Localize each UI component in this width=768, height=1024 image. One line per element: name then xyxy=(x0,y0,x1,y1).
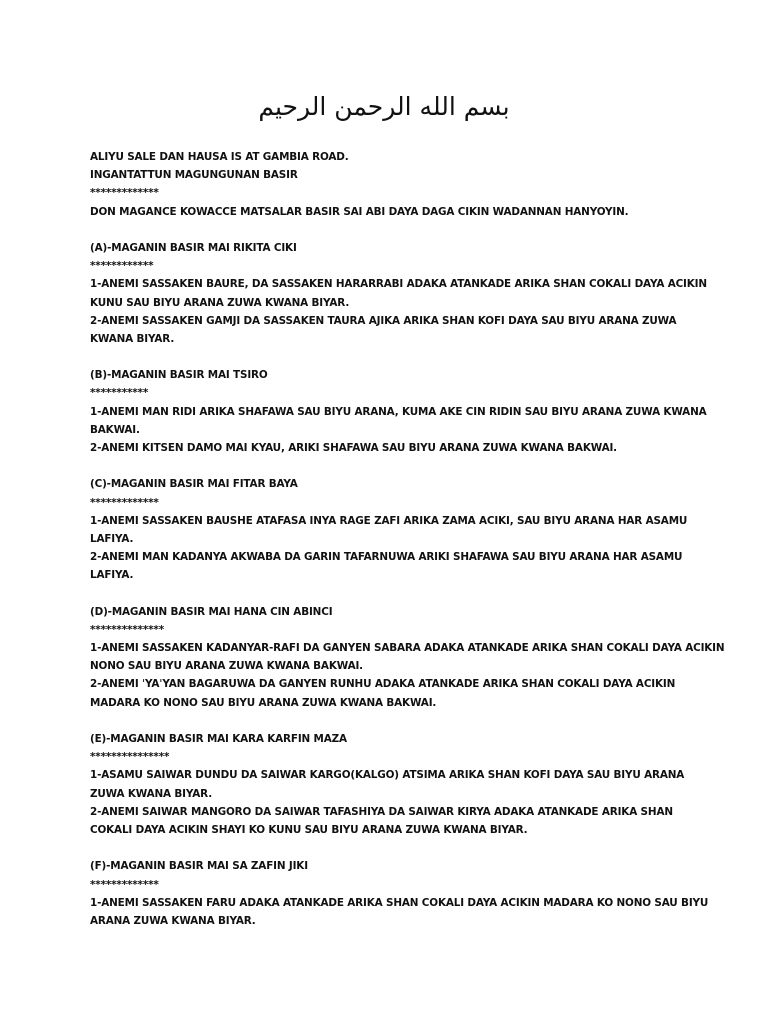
section-line: ARANA ZUWA KWANA BIYAR. xyxy=(90,914,256,927)
section-title: (B)-MAGANIN BASIR MAI TSIRO xyxy=(90,369,268,382)
section-title: (F)-MAGANIN BASIR MAI SA ZAFIN JIKI xyxy=(90,860,308,873)
paragraph-gap xyxy=(90,585,690,603)
section-title: (A)-MAGANIN BASIR MAI RIKITA CIKI xyxy=(90,241,297,254)
section-title: (D)-MAGANIN BASIR MAI HANA CIN ABINCI xyxy=(90,605,333,618)
stars-separator: *********** xyxy=(90,387,149,400)
section-line: 2-ANEMI KITSEN DAMO MAI KYAU, ARIKI SHAFAWA SAU BIYU ARANA ZUWA KWANA BAKWAI. xyxy=(90,442,617,454)
stars-separator: ************ xyxy=(90,260,154,273)
section-line: 1-ANEMI SASSAKEN BAUSHE ATAFASA INYA RAGE ZAFI ARIKA ZAMA ACIKI, SAU BIYU ARANA HAR ASAMU xyxy=(90,514,688,527)
section-line: LAFIYA. xyxy=(90,569,134,582)
section-line: BAKWAI. xyxy=(90,423,140,436)
section-a xyxy=(90,239,707,348)
section-d xyxy=(90,603,725,712)
section-line: KWANA BIYAR. xyxy=(90,332,175,345)
section-line: COKALI DAYA ACIKIN SHAYI KO KUNU SAU BIYU ARANA ZUWA KWANA BIYAR. xyxy=(90,823,528,836)
intro-line: INGANTATTUN MAGUNGUNAN BASIR xyxy=(90,169,298,182)
arabic-basmala-heading: بسم الله الرحمن الرحيم xyxy=(258,92,510,121)
stars-separator: ************** xyxy=(90,623,164,636)
section-line: MADARA KO NONO SAU BIYU ARANA ZUWA KWANA BAKWAI. xyxy=(90,696,437,709)
stars-separator: *************** xyxy=(90,751,170,764)
section-line: 1-ANEMI MAN RIDI ARIKA SHAFAWA SAU BIYU ARANA, KUMA AKE CIN RIDIN SAU BIYU ARANA ZUWA KWANA xyxy=(90,405,707,418)
paragraph-gap xyxy=(90,348,690,366)
section-f xyxy=(90,857,709,930)
stars-separator: ************* xyxy=(90,496,159,509)
section-line: 1-ANEMI SASSAKEN FARU ADAKA ATANKADE ARIKA SHAN COKALI DAYA ACIKIN MADARA KO NONO SAU BIYU xyxy=(90,896,709,909)
paragraph-gap xyxy=(90,712,690,730)
section-line: 1-ASAMU SAIWAR DUNDU DA SAIWAR KARGO(KALGO) ATSIMA ARIKA SHAN KOFI DAYA SAU BIYU ARANA xyxy=(90,769,685,782)
stars-separator: ************* xyxy=(90,878,159,891)
section-line: NONO SAU BIYU ARANA ZUWA KWANA BAKWAI. xyxy=(90,660,363,673)
paragraph-gap xyxy=(90,457,690,475)
section-line: LAFIYA. xyxy=(90,532,134,545)
section-title: (C)-MAGANIN BASIR MAI FITAR BAYA xyxy=(90,478,298,491)
section-line: 2-ANEMI ˈYAˈYAN BAGARUWA DA GANYEN RUNHU ADAKA ATANKADE ARIKA SHAN COKALI DAYA ACIKIN xyxy=(90,678,676,691)
intro-line: ALIYU SALE DAN HAUSA IS AT GAMBIA ROAD. xyxy=(90,151,349,163)
section-line: 2-ANEMI SAIWAR MANGORO DA SAIWAR TAFASHIYA DA SAIWAR KIRYA ADAKA ATANKADE ARIKA SHAN xyxy=(90,805,673,818)
section-line: KUNU SAU BIYU ARANA ZUWA KWANA BIYAR. xyxy=(90,296,350,309)
section-e xyxy=(90,730,690,839)
section-line: 1-ANEMI SASSAKEN KADANYAR-RAFI DA GANYEN SABARA ADAKA ATANKADE ARIKA SHAN COKALI DAYA ACIKIN xyxy=(90,642,725,655)
section-b xyxy=(90,366,707,457)
section-title: (E)-MAGANIN BASIR MAI KARA KARFIN MAZA xyxy=(90,733,347,745)
document-body xyxy=(90,148,725,930)
intro-line: DON MAGANCE KOWACCE MATSALAR BASIR SAI ABI DAYA DAGA CIKIN WADANNAN HANYOYIN. xyxy=(90,205,629,218)
section-c xyxy=(90,475,690,584)
section-line: ZUWA KWANA BIYAR. xyxy=(90,787,213,800)
section-line: 1-ANEMI SASSAKEN BAURE, DA SASSAKEN HARARRABI ADAKA ATANKADE ARIKA SHAN COKALI DAYA ACIKIN xyxy=(90,278,707,291)
paragraph-gap xyxy=(90,839,690,857)
paragraph-gap xyxy=(90,221,690,239)
section-line: 2-ANEMI SASSAKEN GAMJI DA SASSAKEN TAURA AJIKA ARIKA SHAN KOFI DAYA SAU BIYU ARANA ZUWA xyxy=(90,314,677,327)
stars-separator: ************* xyxy=(90,187,159,200)
section-line: 2-ANEMI MAN KADANYA AKWABA DA GARIN TAFARNUWA ARIKI SHAFAWA SAU BIYU ARANA HAR ASAMU xyxy=(90,551,683,564)
